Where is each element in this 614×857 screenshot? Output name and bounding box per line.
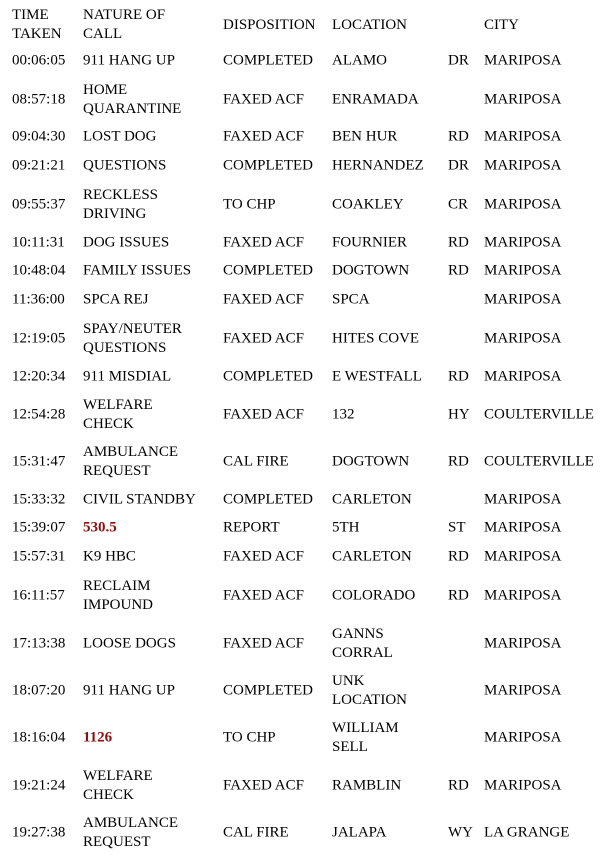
- location-cell-line: 5TH: [332, 519, 360, 536]
- city-cell: MARIPOSA: [484, 548, 562, 565]
- time-taken-cell: 11:36:00: [12, 291, 65, 308]
- nature-of-call-cell: [83, 186, 158, 224]
- nature-of-call-cell-line: CHECK: [83, 787, 134, 803]
- disposition-cell: COMPLETED: [223, 52, 313, 69]
- header-time-line2: TAKEN: [12, 26, 62, 42]
- time-taken-cell: 12:19:05: [12, 330, 66, 347]
- location-cell-line: FOURNIER: [332, 234, 408, 251]
- nature-of-call-cell-line: CIVIL STANDBY: [83, 491, 196, 508]
- location-cell: [332, 91, 419, 110]
- nature-of-call-cell-line: WELFARE: [83, 768, 153, 784]
- time-taken-cell: 00:06:05: [12, 52, 66, 69]
- nature-of-call-cell-line: WELFARE: [83, 397, 153, 413]
- location-cell: [332, 157, 424, 176]
- city-cell: MARIPOSA: [484, 635, 562, 652]
- location-cell-line: CARLETON: [332, 548, 412, 565]
- time-taken-cell: 18:07:20: [12, 682, 66, 699]
- location-cell: [332, 719, 399, 757]
- location-cell: [332, 625, 393, 663]
- street-suffix-cell: RD: [448, 234, 469, 251]
- nature-of-call-cell: [83, 234, 169, 253]
- table-row: [0, 537, 614, 577]
- nature-of-call-cell: [83, 291, 148, 310]
- location-cell-line: WILLIAM: [332, 720, 399, 736]
- table-row: [0, 280, 614, 320]
- location-cell: [332, 548, 412, 567]
- location-cell-line: HITES COVE: [332, 330, 420, 347]
- nature-of-call-cell-line: SPAY/NEUTER: [83, 321, 182, 337]
- time-taken-cell: 17:13:38: [12, 635, 66, 652]
- disposition-cell: FAXED ACF: [223, 548, 304, 565]
- city-cell: MARIPOSA: [484, 587, 562, 604]
- location-cell: [332, 672, 407, 710]
- disposition-cell: FAXED ACF: [223, 91, 304, 108]
- nature-of-call-cell-line: IMPOUND: [83, 597, 154, 613]
- disposition-cell: FAXED ACF: [223, 635, 304, 652]
- location-cell: [332, 587, 415, 606]
- nature-of-call-cell: [83, 577, 153, 615]
- street-suffix-cell: CR: [448, 196, 469, 213]
- nature-of-call-cell-line: QUARANTINE: [83, 101, 182, 117]
- time-taken-cell: 18:16:04: [12, 729, 66, 746]
- location-cell-line: ENRAMADA: [332, 91, 419, 108]
- nature-of-call-cell-line: FAMILY ISSUES: [83, 262, 192, 279]
- location-cell: [332, 234, 407, 253]
- city-cell: MARIPOSA: [484, 128, 562, 145]
- location-cell: [332, 491, 412, 510]
- location-cell-line: JALAPA: [332, 824, 387, 841]
- time-taken-cell: 12:54:28: [12, 406, 66, 423]
- nature-of-call-cell-line: AMBULANCE: [83, 444, 179, 460]
- nature-of-call-cell: [83, 548, 136, 567]
- location-cell: [332, 330, 419, 349]
- location-cell-line: SPCA: [332, 291, 370, 308]
- nature-of-call-cell: [83, 52, 175, 71]
- nature-of-call-cell: [83, 81, 181, 119]
- city-cell: MARIPOSA: [484, 491, 562, 508]
- disposition-cell: COMPLETED: [223, 368, 313, 385]
- location-cell-line: BEN HUR: [332, 128, 398, 145]
- city-cell: MARIPOSA: [484, 777, 562, 794]
- disposition-cell: REPORT: [223, 519, 280, 536]
- city-cell: MARIPOSA: [484, 729, 562, 746]
- table-row: [0, 146, 614, 186]
- table-row: [0, 357, 614, 397]
- location-cell-line: GANNS: [332, 626, 384, 642]
- location-cell: [332, 406, 355, 425]
- city-cell: MARIPOSA: [484, 519, 562, 536]
- nature-of-call-cell-line: 911 HANG UP: [83, 52, 175, 69]
- city-cell: LA GRANGE: [484, 824, 570, 841]
- disposition-cell: FAXED ACF: [223, 291, 304, 308]
- table-row: [0, 624, 614, 664]
- nature-of-call-cell: [83, 262, 191, 281]
- table-row: [0, 395, 614, 435]
- nature-of-call-cell-line: K9 HBC: [83, 548, 136, 565]
- location-cell-line: COLORADO: [332, 587, 416, 604]
- header-nature-line2: CALL: [83, 26, 123, 42]
- header-disposition: DISPOSITION: [223, 16, 316, 33]
- nature-of-call-cell: [83, 128, 156, 147]
- nature-of-call-cell-line: LOOSE DOGS: [83, 635, 176, 652]
- time-taken-cell: 09:21:21: [12, 157, 66, 174]
- table-row: [0, 319, 614, 359]
- city-cell: MARIPOSA: [484, 330, 562, 347]
- nature-of-call-cell: [83, 519, 117, 538]
- street-suffix-cell: DR: [448, 157, 469, 174]
- location-cell-line: COAKLEY: [332, 196, 404, 213]
- location-cell-line: 132: [332, 406, 355, 423]
- city-cell: MARIPOSA: [484, 234, 562, 251]
- nature-of-call-cell-line: DOG ISSUES: [83, 234, 170, 251]
- nature-of-call-cell-line: RECKLESS: [83, 187, 159, 203]
- location-cell-line: DOGTOWN: [332, 453, 410, 470]
- header-time-taken: [12, 6, 62, 44]
- time-taken-cell: 09:04:30: [12, 128, 66, 145]
- location-cell: [332, 52, 387, 71]
- time-taken-cell: 16:11:57: [12, 587, 65, 604]
- nature-of-call-cell: [83, 814, 178, 852]
- location-cell-line: DOGTOWN: [332, 262, 410, 279]
- nature-of-call-cell: [83, 491, 196, 510]
- time-taken-cell: 10:48:04: [12, 262, 66, 279]
- table-row: [0, 41, 614, 81]
- street-suffix-cell: RD: [448, 777, 469, 794]
- header-nature-of-call: [83, 6, 165, 44]
- header-city: CITY: [484, 16, 519, 33]
- street-suffix-cell: RD: [448, 368, 469, 385]
- location-cell-line: ALAMO: [332, 52, 387, 69]
- city-cell: MARIPOSA: [484, 682, 562, 699]
- header-time-line1: TIME: [12, 7, 49, 23]
- table-row: [0, 766, 614, 806]
- nature-of-call-cell: [83, 368, 171, 387]
- table-row: [0, 671, 614, 711]
- time-taken-cell: 09:55:37: [12, 196, 66, 213]
- disposition-cell: COMPLETED: [223, 262, 313, 279]
- disposition-cell: COMPLETED: [223, 157, 313, 174]
- nature-of-call-cell-line: QUESTIONS: [83, 157, 167, 174]
- time-taken-cell: 15:57:31: [12, 548, 66, 565]
- nature-of-call-cell-line: QUESTIONS: [83, 340, 167, 356]
- nature-of-call-cell-line: 911 MISDIAL: [83, 368, 172, 385]
- location-cell: [332, 824, 386, 843]
- street-suffix-cell: DR: [448, 52, 469, 69]
- location-cell: [332, 291, 370, 310]
- time-taken-cell: 19:27:38: [12, 824, 66, 841]
- disposition-cell: CAL FIRE: [223, 453, 289, 470]
- table-row: [0, 576, 614, 616]
- nature-of-call-cell-line: LOST DOG: [83, 128, 157, 145]
- disposition-cell: FAXED ACF: [223, 128, 304, 145]
- time-taken-cell: 12:20:34: [12, 368, 66, 385]
- location-cell-line: E WESTFALL: [332, 368, 422, 385]
- nature-of-call-cell-line: REQUEST: [83, 463, 151, 479]
- city-cell: MARIPOSA: [484, 91, 562, 108]
- nature-of-call-cell-line: 911 HANG UP: [83, 682, 175, 699]
- city-cell: MARIPOSA: [484, 157, 562, 174]
- header-location: LOCATION: [332, 16, 407, 33]
- nature-of-call-cell: [83, 635, 176, 654]
- street-suffix-cell: RD: [448, 587, 469, 604]
- street-suffix-cell: RD: [448, 548, 469, 565]
- nature-of-call-cell-line: 1126: [83, 729, 113, 746]
- location-cell: [332, 777, 401, 796]
- disposition-cell: FAXED ACF: [223, 587, 304, 604]
- location-cell: [332, 368, 422, 387]
- table-row: [0, 813, 614, 853]
- time-taken-cell: 15:31:47: [12, 453, 66, 470]
- nature-of-call-cell: [83, 443, 178, 481]
- disposition-cell: COMPLETED: [223, 491, 313, 508]
- time-taken-cell: 10:11:31: [12, 234, 65, 251]
- nature-of-call-cell-line: RECLAIM: [83, 578, 151, 594]
- street-suffix-cell: ST: [448, 519, 466, 536]
- nature-of-call-cell: [83, 767, 153, 805]
- location-cell-line: CORRAL: [332, 645, 393, 661]
- disposition-cell: FAXED ACF: [223, 234, 304, 251]
- time-taken-cell: 08:57:18: [12, 91, 66, 108]
- city-cell: COULTERVILLE: [484, 453, 594, 470]
- table-row: [0, 80, 614, 120]
- nature-of-call-cell: [83, 396, 153, 434]
- nature-of-call-cell-line: 530.5: [83, 519, 117, 536]
- time-taken-cell: 15:39:07: [12, 519, 66, 536]
- disposition-cell: TO CHP: [223, 729, 276, 746]
- location-cell: [332, 196, 404, 215]
- time-taken-cell: 19:21:24: [12, 777, 66, 794]
- street-suffix-cell: RD: [448, 128, 469, 145]
- location-cell-line: LOCATION: [332, 692, 407, 708]
- city-cell: MARIPOSA: [484, 196, 562, 213]
- table-row: [0, 185, 614, 225]
- table-row: [0, 718, 614, 758]
- nature-of-call-cell: [83, 729, 112, 748]
- nature-of-call-cell: [83, 682, 175, 701]
- disposition-cell: FAXED ACF: [223, 777, 304, 794]
- header-row: [0, 6, 614, 44]
- city-cell: MARIPOSA: [484, 262, 562, 279]
- city-cell: MARIPOSA: [484, 52, 562, 69]
- street-suffix-cell: HY: [448, 406, 470, 423]
- street-suffix-cell: RD: [448, 262, 469, 279]
- header-nature-line1: NATURE OF: [83, 7, 166, 23]
- location-cell: [332, 453, 409, 472]
- disposition-cell: TO CHP: [223, 196, 276, 213]
- disposition-cell: CAL FIRE: [223, 824, 289, 841]
- nature-of-call-cell-line: HOME: [83, 82, 128, 98]
- city-cell: MARIPOSA: [484, 291, 562, 308]
- nature-of-call-cell-line: AMBULANCE: [83, 815, 179, 831]
- city-cell: MARIPOSA: [484, 368, 562, 385]
- city-cell: COULTERVILLE: [484, 406, 594, 423]
- nature-of-call-cell-line: DRIVING: [83, 206, 147, 222]
- location-cell-line: CARLETON: [332, 491, 412, 508]
- location-cell: [332, 519, 360, 538]
- time-taken-cell: 15:33:32: [12, 491, 66, 508]
- nature-of-call-cell: [83, 157, 166, 176]
- disposition-cell: COMPLETED: [223, 682, 313, 699]
- nature-of-call-cell: [83, 320, 182, 358]
- street-suffix-cell: RD: [448, 453, 469, 470]
- nature-of-call-cell-line: REQUEST: [83, 834, 151, 850]
- table-row: [0, 442, 614, 482]
- street-suffix-cell: WY: [448, 824, 473, 841]
- location-cell: [332, 262, 409, 281]
- location-cell-line: UNK: [332, 673, 365, 689]
- nature-of-call-cell-line: CHECK: [83, 416, 134, 432]
- disposition-cell: FAXED ACF: [223, 330, 304, 347]
- location-cell-line: SELL: [332, 739, 368, 755]
- location-cell-line: RAMBLIN: [332, 777, 402, 794]
- nature-of-call-cell-line: SPCA REJ: [83, 291, 149, 308]
- disposition-cell: FAXED ACF: [223, 406, 304, 423]
- location-cell: [332, 128, 397, 147]
- location-cell-line: HERNANDEZ: [332, 157, 424, 174]
